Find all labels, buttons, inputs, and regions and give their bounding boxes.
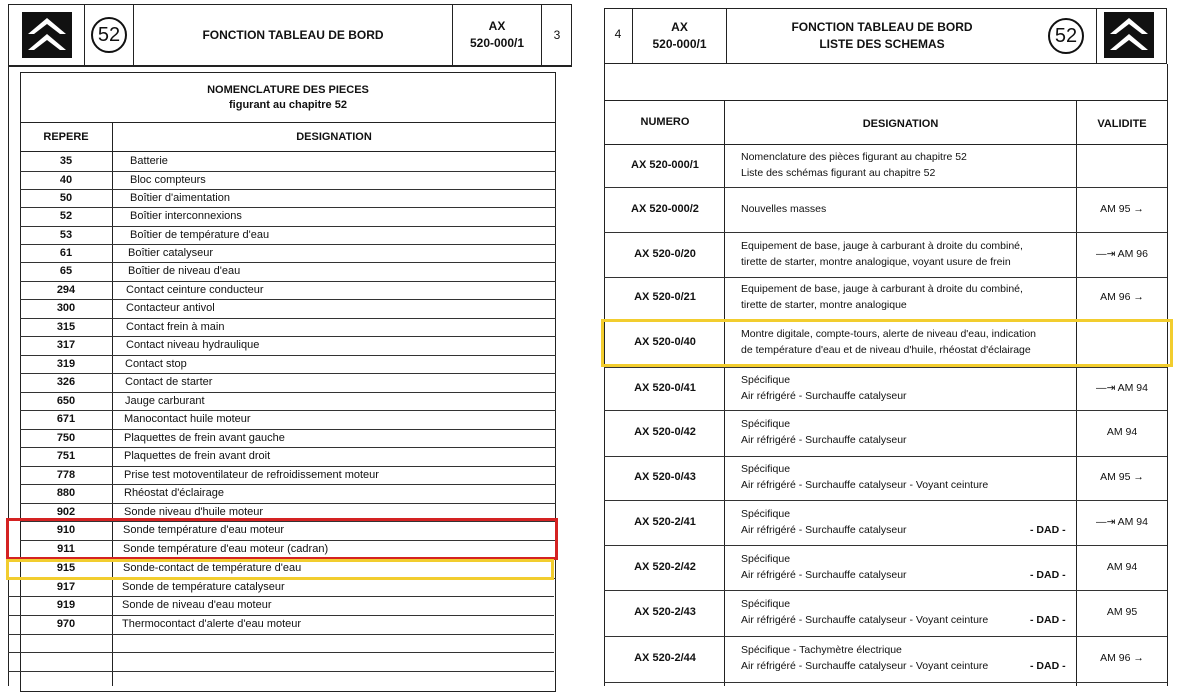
row-divider: [20, 189, 556, 190]
designation-cell: Prise test motoventilateur de refroidissement moteur: [124, 469, 379, 481]
row-divider: [20, 355, 556, 356]
designation-line-1: Spécifique: [741, 373, 791, 386]
repere-cell: 65: [59, 265, 73, 277]
row-divider: [20, 373, 556, 374]
row-divider: [8, 634, 554, 635]
dad-tag: - DAD -: [1030, 568, 1066, 581]
numero-cell: AX 520-0/43: [634, 471, 696, 483]
validite-cell: AM 95: [1106, 606, 1138, 618]
row-divider: [20, 429, 556, 430]
row-divider: [20, 484, 556, 485]
validite-cell: —⇥ AM 94: [1096, 381, 1148, 394]
repere-cell: 750: [56, 432, 76, 444]
repere-cell: 40: [59, 174, 73, 186]
numero-cell: AX 520-0/20: [634, 247, 696, 260]
citroen-logo-icon: [22, 12, 72, 58]
designation-line-2: Air réfrigéré - Surchauffe catalyseur: [741, 389, 907, 402]
designation-cell: Boîtier interconnexions: [130, 210, 242, 222]
section-title: NOMENCLATURE DES PIECES figurant au chapitre 52: [207, 84, 369, 111]
right-page-title: FONCTION TABLEAU DE BORD LISTE DES SCHEMAS: [791, 20, 973, 51]
designation-cell: Plaquettes de frein avant droit: [124, 450, 271, 462]
row-divider: [604, 277, 1167, 278]
designation-line-1: Equipement de base, jauge à carburant à droite du combiné,: [741, 283, 1023, 295]
right-page-number: 4: [614, 27, 622, 41]
row-divider: [20, 226, 556, 227]
designation-cell: Sonde température d'eau moteur (cadran): [123, 543, 329, 555]
designation-cell: Bloc compteurs: [130, 174, 206, 186]
row-divider: [604, 590, 1167, 591]
designation-line-1: Nomenclature des pièces figurant au chapitre 52: [741, 150, 967, 163]
repere-cell: 970: [56, 618, 76, 630]
row-divider: [604, 367, 1167, 368]
dad-tag: - DAD -: [1030, 614, 1066, 626]
repere-cell: 650: [56, 395, 76, 407]
validite-cell: AM 96 →: [1100, 652, 1144, 664]
row-divider: [20, 299, 556, 300]
designation-line-1: Montre digitale, compte-tours, alerte de niveau d'eau, indication: [741, 328, 1037, 340]
col-header-numero: NUMERO: [640, 116, 690, 128]
col-header-validite: VALIDITE: [1097, 118, 1147, 130]
row-divider: [604, 187, 1167, 188]
validite-cell: AM 94: [1106, 426, 1138, 438]
designation-cell: Contact niveau hydraulique: [126, 339, 260, 351]
designation-cell: Boîtier de niveau d'eau: [128, 265, 241, 277]
repere-cell: 50: [59, 192, 73, 204]
designation-cell: Contact stop: [125, 358, 187, 370]
row-divider: [604, 410, 1167, 411]
row-divider: [20, 262, 556, 263]
designation-line-1: Nouvelles masses: [741, 202, 827, 215]
repere-cell: 52: [59, 210, 73, 222]
repere-cell: 910: [56, 524, 76, 536]
col-header-designation-right: DESIGNATION: [862, 118, 939, 130]
designation-line-2: Air réfrigéré - Surchauffe catalyseur - Voyant ceinture: [741, 614, 989, 626]
repere-cell: 300: [56, 302, 76, 314]
row-divider: [20, 410, 556, 411]
row-divider: [8, 652, 554, 653]
designation-line-2: Air réfrigéré - Surchauffe catalyseur: [741, 523, 907, 536]
left-page-number: 3: [553, 28, 561, 42]
designation-cell: Jauge carburant: [125, 395, 205, 407]
designation-cell: Boîtier d'aimentation: [130, 192, 230, 204]
repere-cell: 317: [56, 339, 76, 351]
highlight-red-910-911: [6, 518, 558, 560]
repere-cell: 61: [59, 247, 73, 259]
designation-cell: Batterie: [130, 155, 168, 167]
designation-line-2: Liste des schémas figurant au chapitre 52: [741, 166, 936, 179]
validite-cell: AM 94: [1106, 560, 1138, 573]
designation-line-2: Air réfrigéré - Surchauffe catalyseur: [741, 434, 907, 446]
numero-cell: AX 520-2/43: [634, 606, 696, 618]
validite-cell: AM 95 →: [1100, 471, 1144, 483]
designation-line-2: Air réfrigéré - Surchauffe catalyseur - Voyant ceinture: [741, 479, 989, 491]
repere-cell: 880: [56, 487, 76, 499]
repere-cell: 751: [56, 450, 76, 462]
designation-line-1: Equipement de base, jauge à carburant à droite du combiné,: [741, 239, 1023, 252]
designation-line-1: Spécifique: [741, 463, 791, 475]
designation-cell: Rhéostat d'éclairage: [124, 487, 224, 499]
chapter-badge-right: 52: [1048, 18, 1084, 54]
numero-cell: AX 520-2/44: [634, 652, 696, 664]
row-divider: [20, 281, 556, 282]
repere-cell: 53: [59, 229, 73, 241]
col-header-repere: REPERE: [43, 131, 89, 143]
numero-cell: AX 520-0/21: [634, 291, 696, 303]
numero-cell: AX 520-000/2: [631, 202, 699, 215]
designation-cell: Sonde de niveau d'eau moteur: [122, 599, 272, 611]
designation-cell: Contacteur antivol: [126, 302, 215, 314]
left-page-title: FONCTION TABLEAU DE BORD: [202, 28, 384, 42]
numero-cell: AX 520-2/41: [634, 515, 696, 528]
repere-cell: 294: [56, 284, 76, 296]
row-divider: [20, 207, 556, 208]
row-divider: [8, 671, 554, 672]
row-divider: [20, 392, 556, 393]
right-doc-code: AX 520-000/1: [652, 20, 707, 51]
designation-cell: Boîtier catalyseur: [128, 247, 213, 259]
left-page: [0, 0, 575, 686]
numero-cell: AX 520-2/42: [634, 560, 696, 573]
validite-cell: AM 96 →: [1100, 291, 1144, 303]
numero-cell: AX 520-0/40: [634, 336, 696, 348]
numero-cell: AX 520-0/42: [634, 426, 696, 438]
repere-cell: 902: [56, 506, 76, 518]
repere-cell: 919: [56, 599, 76, 611]
designation-cell: Sonde niveau d'huile moteur: [124, 506, 264, 518]
numero-cell: AX 520-000/1: [631, 158, 699, 171]
row-divider: [604, 500, 1167, 501]
designation-line-2: Air réfrigéré - Surchauffe catalyseur: [741, 568, 907, 581]
row-divider: [20, 171, 556, 172]
row-divider: [604, 682, 1167, 683]
repere-cell: 326: [56, 376, 76, 388]
repere-cell: 778: [56, 469, 76, 481]
designation-cell: Contact frein à main: [126, 321, 225, 333]
row-divider: [8, 615, 554, 616]
highlight-yellow-0-40: [601, 319, 1173, 367]
row-divider: [20, 447, 556, 448]
designation-line-2: tirette de starter, montre analogique: [741, 299, 907, 311]
designation-line-1: Spécifique: [741, 507, 791, 520]
designation-cell: Sonde température d'eau moteur: [123, 524, 285, 536]
row-divider: [20, 318, 556, 319]
designation-line-2: de température d'eau et de niveau d'huile, rhéostat d'éclairage: [741, 344, 1031, 356]
row-divider: [20, 466, 556, 467]
row-divider: [604, 545, 1167, 546]
validite-cell: —⇥ AM 94: [1096, 515, 1148, 528]
repere-cell: 911: [57, 543, 75, 555]
row-divider: [604, 232, 1167, 233]
designation-line-2: Air réfrigéré - Surchauffe catalyseur - Voyant ceinture: [741, 660, 989, 672]
dad-tag: - DAD -: [1030, 523, 1066, 536]
row-divider: [20, 336, 556, 337]
designation-line-1: Spécifique: [741, 418, 791, 430]
designation-cell: Boîtier de température d'eau: [130, 229, 270, 241]
designation-cell: Sonde-contact de température d'eau: [123, 562, 302, 574]
row-divider: [604, 636, 1167, 637]
row-divider: [604, 456, 1167, 457]
row-divider: [20, 503, 556, 504]
designation-line-1: Spécifique: [741, 598, 791, 610]
repere-cell: 315: [56, 321, 76, 333]
chapter-badge: 52: [91, 17, 127, 53]
repere-cell: 35: [59, 155, 73, 167]
highlight-yellow-915: [6, 559, 554, 580]
repere-cell: 671: [56, 413, 76, 425]
designation-cell: Plaquettes de frein avant gauche: [124, 432, 285, 444]
numero-cell: AX 520-0/41: [634, 381, 696, 394]
designation-cell: Contact de starter: [125, 376, 213, 388]
repere-cell: 319: [56, 358, 76, 370]
citroen-logo-icon: [1104, 12, 1154, 58]
validite-cell: —⇥ AM 96: [1096, 247, 1148, 260]
designation-cell: Manocontact huile moteur: [124, 413, 251, 425]
row-divider: [8, 596, 554, 597]
validite-cell: AM 95 →: [1100, 202, 1144, 215]
col-header-designation: DESIGNATION: [296, 131, 372, 143]
designation-line-1: Spécifique - Tachymètre électrique: [741, 644, 902, 656]
dad-tag: - DAD -: [1030, 660, 1066, 672]
designation-line-1: Spécifique: [741, 552, 791, 565]
left-doc-code: AX 520-000/1: [469, 19, 525, 50]
repere-cell: 915: [56, 562, 76, 574]
designation-cell: Sonde de température catalyseur: [122, 581, 285, 593]
designation-cell: Thermocontact d'alerte d'eau moteur: [122, 618, 302, 630]
row-divider: [20, 244, 556, 245]
designation-cell: Contact ceinture conducteur: [126, 284, 264, 296]
repere-cell: 917: [56, 581, 76, 593]
designation-line-2: tirette de starter, montre analogique, voyant usure de frein: [741, 255, 1011, 268]
